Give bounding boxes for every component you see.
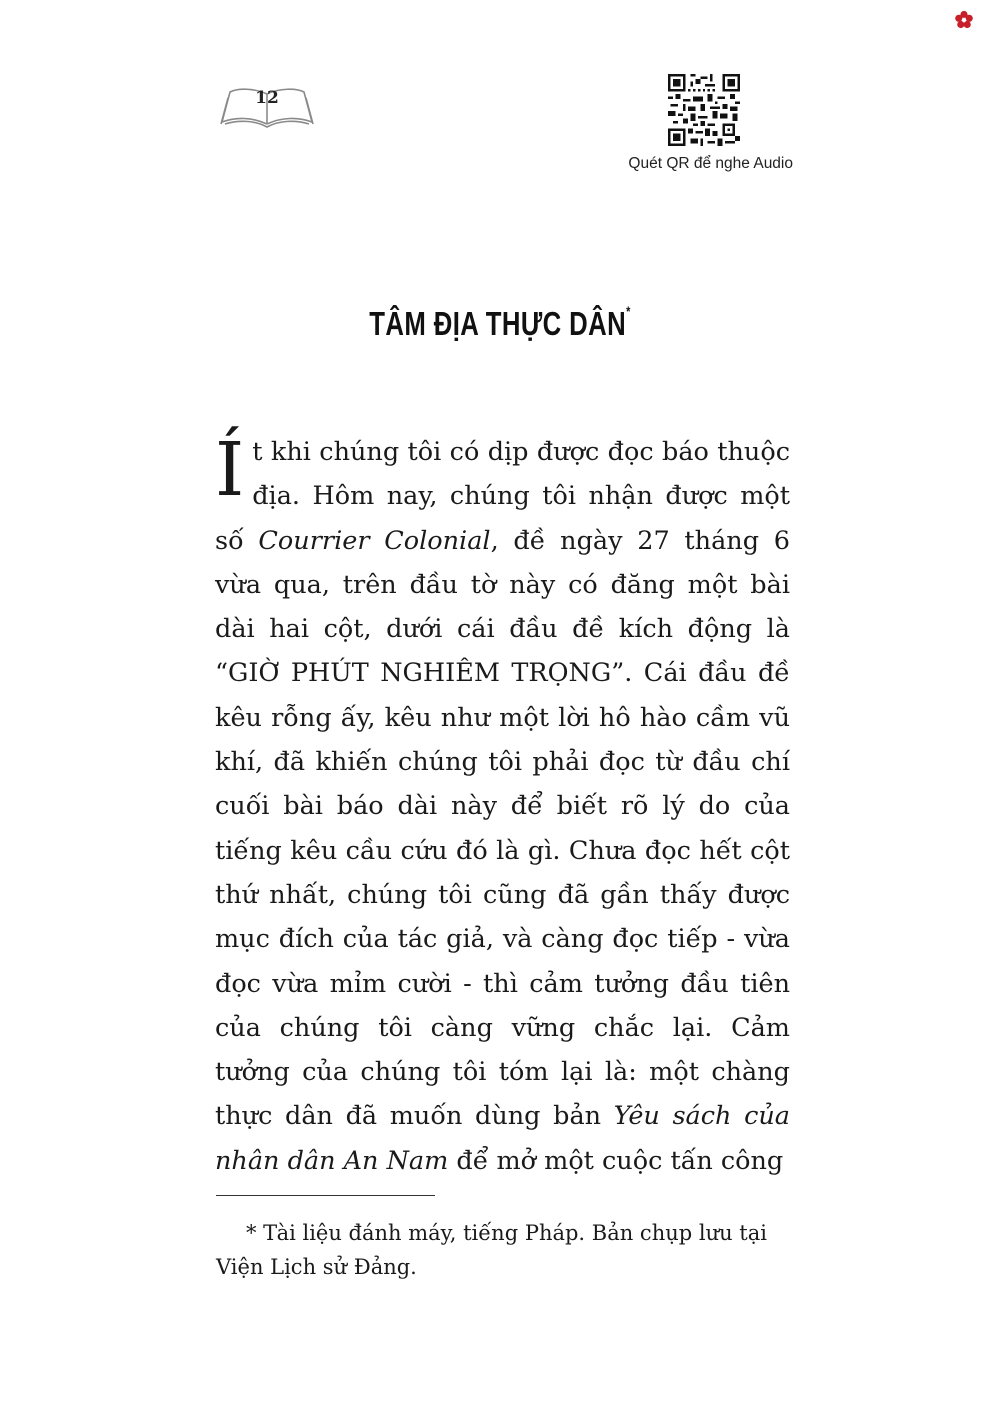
qr-code-icon[interactable] bbox=[668, 74, 740, 146]
body-italic-publication: Courrier Colonial bbox=[258, 525, 491, 556]
body-text-part-3: để mở một cuộc tấn công bbox=[448, 1145, 784, 1176]
article-body bbox=[215, 427, 791, 1183]
article-title-text: TÂM ĐỊA THỰC DÂN bbox=[369, 305, 627, 342]
drop-cap: Í bbox=[215, 427, 245, 513]
body-text-part-1: t khi chúng tôi có dịp được đọc báo thuộc địa. Hôm nay, chúng tôi nhận được một số bbox=[215, 437, 790, 556]
footnote-divider bbox=[216, 1195, 435, 1196]
flower-icon bbox=[954, 10, 974, 30]
footnote: * Tài liệu đánh máy, tiếng Pháp. Bản chụp lưu tại Viện Lịch sử Đảng. bbox=[216, 1221, 767, 1279]
qr-caption: Quét QR để nghe Audio bbox=[628, 155, 793, 172]
page-number: 12 bbox=[255, 88, 279, 108]
body-italic-document: Yêu sách của nhân dân An Nam bbox=[215, 1101, 790, 1176]
body-text-part-2: , đề ngày 27 tháng 6 vừa qua, trên đầu tờ này có đăng một bài dài hai cột, dưới cái đầu đề kích động là “GIỜ PHÚT NGHIÊM TRỌNG”. Cái đầu đề kêu rỗng ấy, kêu như một lời hô hào cầm vũ khí, đã khiến chúng tôi phải đọc từ đầu chí cuối bài báo dài này để biết rõ lý do của tiếng kêu cầu cứu đó là gì. Chưa đọc hết cột thứ nhất, chúng tôi cũng đã gần thấy được mục đích của tác giả, và càng đọc tiếp - vừa đọc vừa mỉm cười - thì cảm tưởng đầu tiên của chúng tôi càng vững chắc lại. Cảm tưởng của chúng tôi tóm lại là: một chàng thực dân đã muốn dùng bản bbox=[215, 525, 791, 1132]
title-footnote-mark: * bbox=[626, 303, 631, 319]
article-title bbox=[110, 305, 890, 343]
page-number-badge bbox=[218, 84, 316, 128]
